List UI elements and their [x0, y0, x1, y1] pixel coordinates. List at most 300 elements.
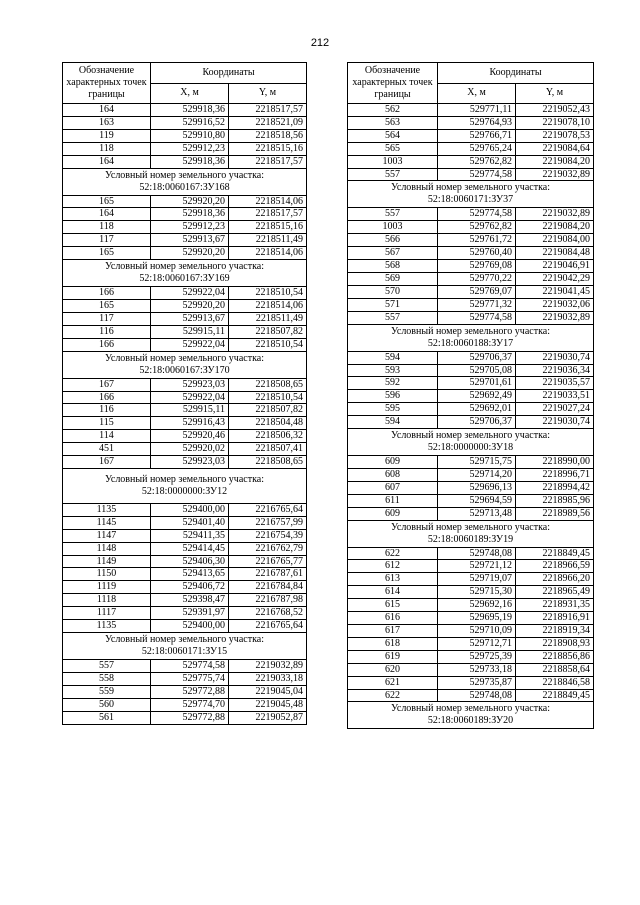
x-coordinate-cell: 529765,24 [438, 142, 516, 155]
table-row [348, 272, 594, 285]
table-row [63, 516, 307, 529]
point-cell: 165 [63, 195, 151, 208]
x-coordinate-cell: 529735,87 [438, 676, 516, 689]
y-coordinate-cell: 2218908,93 [516, 637, 594, 650]
table-row [348, 456, 594, 469]
point-cell: 118 [63, 221, 151, 234]
x-coordinate-cell: 529715,30 [438, 586, 516, 599]
table-row [348, 663, 594, 676]
table-row [348, 547, 594, 560]
point-cell: 596 [348, 390, 438, 403]
y-coordinate-cell: 2219030,74 [516, 351, 594, 364]
y-coordinate-cell: 2218989,56 [516, 507, 594, 520]
parcel-section-row [63, 351, 307, 378]
y-coordinate-cell: 2218508,65 [229, 378, 307, 391]
y-coordinate-cell: 2219027,24 [516, 403, 594, 416]
point-cell: 1003 [348, 155, 438, 168]
parcel-section-row [63, 260, 307, 287]
x-coordinate-cell: 529770,22 [438, 272, 516, 285]
point-cell: 166 [63, 338, 151, 351]
x-coordinate-cell: 529774,58 [438, 208, 516, 221]
parcel-section-row [348, 520, 594, 547]
y-coordinate-cell: 2219084,00 [516, 234, 594, 247]
y-coordinate-cell: 2216754,39 [229, 529, 307, 542]
y-coordinate-cell: 2218514,06 [229, 195, 307, 208]
table-row [63, 568, 307, 581]
header-x: X, м [151, 83, 229, 104]
point-cell: 608 [348, 468, 438, 481]
point-cell: 622 [348, 689, 438, 702]
parcel-number-label: Условный номер земельного участка: 52:18:0060189:ЗУ20 [348, 702, 594, 729]
x-coordinate-cell: 529918,36 [151, 208, 229, 221]
parcel-number-label: Условный номер земельного участка: 52:18:0060167:ЗУ169 [63, 260, 307, 287]
table-row [348, 612, 594, 625]
point-cell: 163 [63, 116, 151, 129]
point-cell: 564 [348, 129, 438, 142]
x-coordinate-cell: 529916,43 [151, 417, 229, 430]
y-coordinate-cell: 2216768,52 [229, 607, 307, 620]
x-coordinate-cell: 529695,19 [438, 612, 516, 625]
point-cell: 115 [63, 417, 151, 430]
x-coordinate-cell: 529762,82 [438, 221, 516, 234]
y-coordinate-cell: 2216765,64 [229, 503, 307, 516]
x-coordinate-cell: 529774,58 [151, 660, 229, 673]
point-cell: 594 [348, 351, 438, 364]
point-cell: 616 [348, 612, 438, 625]
x-coordinate-cell: 529774,58 [438, 311, 516, 324]
y-coordinate-cell: 2218517,57 [229, 104, 307, 117]
x-coordinate-cell: 529923,03 [151, 456, 229, 469]
header-point: Обозначение характерных точек границы [348, 63, 438, 104]
point-cell: 1117 [63, 607, 151, 620]
page-number: 212 [310, 37, 330, 49]
y-coordinate-cell: 2218849,45 [516, 689, 594, 702]
parcel-number-label: Условный номер земельного участка: 52:18:0060171:ЗУ37 [348, 181, 594, 208]
x-coordinate-cell: 529694,59 [438, 494, 516, 507]
table-row [63, 116, 307, 129]
point-cell: 114 [63, 430, 151, 443]
table-row [348, 599, 594, 612]
header-coords: Координаты [438, 63, 594, 84]
table-row [63, 208, 307, 221]
x-coordinate-cell: 529692,49 [438, 390, 516, 403]
table-row [63, 430, 307, 443]
x-coordinate-cell: 529774,70 [151, 698, 229, 711]
point-cell: 568 [348, 260, 438, 273]
x-coordinate-cell: 529706,37 [438, 351, 516, 364]
point-cell: 557 [348, 208, 438, 221]
y-coordinate-cell: 2218996,71 [516, 468, 594, 481]
x-coordinate-cell: 529775,74 [151, 672, 229, 685]
table-row [63, 529, 307, 542]
table-row [63, 195, 307, 208]
table-row [63, 417, 307, 430]
y-coordinate-cell: 2218858,64 [516, 663, 594, 676]
table-row [348, 260, 594, 273]
table-row [63, 456, 307, 469]
y-coordinate-cell: 2218856,86 [516, 650, 594, 663]
table-row [348, 247, 594, 260]
point-cell: 569 [348, 272, 438, 285]
table-row [63, 620, 307, 633]
table-row [63, 312, 307, 325]
x-coordinate-cell: 529915,11 [151, 325, 229, 338]
x-coordinate-cell: 529772,88 [151, 711, 229, 724]
parcel-number-label: Условный номер земельного участка: 52:18:0060167:ЗУ170 [63, 351, 307, 378]
table-row [348, 625, 594, 638]
table-row [348, 142, 594, 155]
y-coordinate-cell: 2219032,06 [516, 298, 594, 311]
y-coordinate-cell: 2218508,65 [229, 456, 307, 469]
point-cell: 451 [63, 443, 151, 456]
point-cell: 595 [348, 403, 438, 416]
y-coordinate-cell: 2218521,09 [229, 116, 307, 129]
y-coordinate-cell: 2218511,49 [229, 234, 307, 247]
x-coordinate-cell: 529721,12 [438, 560, 516, 573]
y-coordinate-cell: 2216757,99 [229, 516, 307, 529]
y-coordinate-cell: 2218849,45 [516, 547, 594, 560]
x-coordinate-cell: 529920,20 [151, 299, 229, 312]
table-row [63, 391, 307, 404]
y-coordinate-cell: 2219032,89 [516, 168, 594, 181]
x-coordinate-cell: 529398,47 [151, 594, 229, 607]
y-coordinate-cell: 2219033,18 [229, 672, 307, 685]
y-coordinate-cell: 2218514,06 [229, 299, 307, 312]
x-coordinate-cell: 529922,04 [151, 287, 229, 300]
y-coordinate-cell: 2219046,91 [516, 260, 594, 273]
point-cell: 116 [63, 404, 151, 417]
point-cell: 593 [348, 364, 438, 377]
y-coordinate-cell: 2218507,41 [229, 443, 307, 456]
x-coordinate-cell: 529915,11 [151, 404, 229, 417]
x-coordinate-cell: 529922,04 [151, 338, 229, 351]
point-cell: 566 [348, 234, 438, 247]
y-coordinate-cell: 2218515,16 [229, 221, 307, 234]
table-row [63, 672, 307, 685]
point-cell: 1119 [63, 581, 151, 594]
y-coordinate-cell: 2216762,79 [229, 542, 307, 555]
x-coordinate-cell: 529920,20 [151, 247, 229, 260]
table-row [348, 403, 594, 416]
point-cell: 615 [348, 599, 438, 612]
x-coordinate-cell: 529692,16 [438, 599, 516, 612]
point-cell: 167 [63, 456, 151, 469]
y-coordinate-cell: 2218916,91 [516, 612, 594, 625]
table-row [348, 586, 594, 599]
y-coordinate-cell: 2218931,35 [516, 599, 594, 612]
table-row [63, 378, 307, 391]
x-coordinate-cell: 529918,36 [151, 104, 229, 117]
table-row [348, 377, 594, 390]
table-row [348, 285, 594, 298]
y-coordinate-cell: 2218517,57 [229, 155, 307, 168]
table-row [348, 221, 594, 234]
x-coordinate-cell: 529414,45 [151, 542, 229, 555]
x-coordinate-cell: 529772,88 [151, 685, 229, 698]
x-coordinate-cell: 529922,04 [151, 391, 229, 404]
point-cell: 1145 [63, 516, 151, 529]
point-cell: 620 [348, 663, 438, 676]
y-coordinate-cell: 2218990,00 [516, 456, 594, 469]
point-cell: 1149 [63, 555, 151, 568]
point-cell: 1003 [348, 221, 438, 234]
x-coordinate-cell: 529401,40 [151, 516, 229, 529]
y-coordinate-cell: 2218965,49 [516, 586, 594, 599]
point-cell: 1118 [63, 594, 151, 607]
table-row [348, 129, 594, 142]
x-coordinate-cell: 529771,11 [438, 104, 516, 117]
table-row [63, 404, 307, 417]
y-coordinate-cell: 2219041,45 [516, 285, 594, 298]
table-row [348, 390, 594, 403]
point-cell: 165 [63, 247, 151, 260]
point-cell: 167 [63, 378, 151, 391]
y-coordinate-cell: 2219084,20 [516, 155, 594, 168]
y-coordinate-cell: 2219045,48 [229, 698, 307, 711]
x-coordinate-cell: 529920,46 [151, 430, 229, 443]
parcel-number-label: Условный номер земельного участка: 52:18:0060171:ЗУ15 [63, 633, 307, 660]
x-coordinate-cell: 529916,52 [151, 116, 229, 129]
x-coordinate-cell: 529705,08 [438, 364, 516, 377]
point-cell: 570 [348, 285, 438, 298]
table-row [63, 338, 307, 351]
parcel-number-label: Условный номер земельного участка: 52:18:0060167:ЗУ168 [63, 168, 307, 195]
point-cell: 559 [63, 685, 151, 698]
coordinates-table-right [347, 62, 594, 729]
parcel-section-row [348, 324, 594, 351]
x-coordinate-cell: 529706,37 [438, 416, 516, 429]
point-cell: 557 [63, 660, 151, 673]
point-cell: 571 [348, 298, 438, 311]
table-row [348, 650, 594, 663]
point-cell: 117 [63, 234, 151, 247]
table-row [63, 234, 307, 247]
table-row [348, 311, 594, 324]
y-coordinate-cell: 2219042,29 [516, 272, 594, 285]
table-row [348, 481, 594, 494]
x-coordinate-cell: 529920,02 [151, 443, 229, 456]
point-cell: 611 [348, 494, 438, 507]
y-coordinate-cell: 2218966,59 [516, 560, 594, 573]
table-row [63, 142, 307, 155]
y-coordinate-cell: 2218506,32 [229, 430, 307, 443]
point-cell: 1135 [63, 620, 151, 633]
table-row [63, 221, 307, 234]
x-coordinate-cell: 529725,39 [438, 650, 516, 663]
point-cell: 561 [63, 711, 151, 724]
point-cell: 563 [348, 116, 438, 129]
x-coordinate-cell: 529715,75 [438, 456, 516, 469]
y-coordinate-cell: 2218514,06 [229, 247, 307, 260]
x-coordinate-cell: 529400,00 [151, 620, 229, 633]
table-row [348, 676, 594, 689]
y-coordinate-cell: 2219045,04 [229, 685, 307, 698]
parcel-section-row [63, 468, 307, 503]
table-row [63, 247, 307, 260]
point-cell: 164 [63, 155, 151, 168]
table-row [63, 129, 307, 142]
table-row [348, 104, 594, 117]
point-cell: 622 [348, 547, 438, 560]
y-coordinate-cell: 2218518,56 [229, 129, 307, 142]
parcel-section-row [63, 168, 307, 195]
y-coordinate-cell: 2216787,98 [229, 594, 307, 607]
point-cell: 117 [63, 312, 151, 325]
y-coordinate-cell: 2218846,58 [516, 676, 594, 689]
parcel-section-row [348, 429, 594, 456]
point-cell: 557 [348, 311, 438, 324]
y-coordinate-cell: 2218994,42 [516, 481, 594, 494]
y-coordinate-cell: 2219032,89 [229, 660, 307, 673]
parcel-section-row [63, 633, 307, 660]
table-row [63, 711, 307, 724]
x-coordinate-cell: 529710,09 [438, 625, 516, 638]
table-row [348, 560, 594, 573]
x-coordinate-cell: 529733,18 [438, 663, 516, 676]
y-coordinate-cell: 2219052,43 [516, 104, 594, 117]
table-row [63, 607, 307, 620]
point-cell: 166 [63, 391, 151, 404]
x-coordinate-cell: 529913,67 [151, 234, 229, 247]
point-cell: 592 [348, 377, 438, 390]
x-coordinate-cell: 529910,80 [151, 129, 229, 142]
point-cell: 560 [63, 698, 151, 711]
table-row [63, 555, 307, 568]
header-coords: Координаты [151, 63, 307, 84]
point-cell: 621 [348, 676, 438, 689]
point-cell: 594 [348, 416, 438, 429]
table-row [63, 660, 307, 673]
y-coordinate-cell: 2218966,20 [516, 573, 594, 586]
table-row [348, 364, 594, 377]
parcel-section-row [348, 181, 594, 208]
x-coordinate-cell: 529411,35 [151, 529, 229, 542]
table-row [63, 698, 307, 711]
y-coordinate-cell: 2219084,64 [516, 142, 594, 155]
x-coordinate-cell: 529701,61 [438, 377, 516, 390]
table-row [348, 116, 594, 129]
x-coordinate-cell: 529923,03 [151, 378, 229, 391]
y-coordinate-cell: 2216784,84 [229, 581, 307, 594]
header-y: Y, м [229, 83, 307, 104]
x-coordinate-cell: 529912,23 [151, 221, 229, 234]
table-row [348, 155, 594, 168]
table-row [63, 685, 307, 698]
point-cell: 1150 [63, 568, 151, 581]
y-coordinate-cell: 2218985,96 [516, 494, 594, 507]
parcel-section-row [348, 702, 594, 729]
point-cell: 617 [348, 625, 438, 638]
x-coordinate-cell: 529912,23 [151, 142, 229, 155]
x-coordinate-cell: 529400,00 [151, 503, 229, 516]
y-coordinate-cell: 2218510,54 [229, 287, 307, 300]
point-cell: 618 [348, 637, 438, 650]
point-cell: 119 [63, 129, 151, 142]
table-row [348, 573, 594, 586]
y-coordinate-cell: 2218507,82 [229, 325, 307, 338]
y-coordinate-cell: 2219036,34 [516, 364, 594, 377]
x-coordinate-cell: 529762,82 [438, 155, 516, 168]
x-coordinate-cell: 529713,48 [438, 507, 516, 520]
table-row [348, 234, 594, 247]
y-coordinate-cell: 2216765,64 [229, 620, 307, 633]
x-coordinate-cell: 529719,07 [438, 573, 516, 586]
y-coordinate-cell: 2219084,20 [516, 221, 594, 234]
point-cell: 567 [348, 247, 438, 260]
y-coordinate-cell: 2219078,10 [516, 116, 594, 129]
point-cell: 557 [348, 168, 438, 181]
header-x: X, м [438, 83, 516, 104]
y-coordinate-cell: 2216787,61 [229, 568, 307, 581]
point-cell: 166 [63, 287, 151, 300]
table-row [348, 298, 594, 311]
point-cell: 609 [348, 456, 438, 469]
y-coordinate-cell: 2219052,87 [229, 711, 307, 724]
parcel-number-label: Условный номер земельного участка: 52:18:0000000:ЗУ18 [348, 429, 594, 456]
table-row [348, 468, 594, 481]
x-coordinate-cell: 529769,08 [438, 260, 516, 273]
table-row [63, 104, 307, 117]
point-cell: 118 [63, 142, 151, 155]
y-coordinate-cell: 2219078,53 [516, 129, 594, 142]
table-row [63, 443, 307, 456]
y-coordinate-cell: 2218510,54 [229, 338, 307, 351]
x-coordinate-cell: 529696,13 [438, 481, 516, 494]
coordinates-table-left [62, 62, 307, 725]
table-row [348, 494, 594, 507]
x-coordinate-cell: 529766,71 [438, 129, 516, 142]
y-coordinate-cell: 2219084,48 [516, 247, 594, 260]
point-cell: 609 [348, 507, 438, 520]
point-cell: 1147 [63, 529, 151, 542]
x-coordinate-cell: 529406,72 [151, 581, 229, 594]
x-coordinate-cell: 529391,97 [151, 607, 229, 620]
point-cell: 558 [63, 672, 151, 685]
table-row [348, 351, 594, 364]
x-coordinate-cell: 529774,58 [438, 168, 516, 181]
header-y: Y, м [516, 83, 594, 104]
y-coordinate-cell: 2218919,34 [516, 625, 594, 638]
y-coordinate-cell: 2218504,48 [229, 417, 307, 430]
y-coordinate-cell: 2219032,89 [516, 208, 594, 221]
table-row [63, 287, 307, 300]
point-cell: 164 [63, 208, 151, 221]
table-row [63, 542, 307, 555]
x-coordinate-cell: 529771,32 [438, 298, 516, 311]
point-cell: 1135 [63, 503, 151, 516]
table-row [348, 416, 594, 429]
header-point: Обозначение характерных точек границы [63, 63, 151, 104]
x-coordinate-cell: 529764,93 [438, 116, 516, 129]
table-row [63, 325, 307, 338]
point-cell: 1148 [63, 542, 151, 555]
x-coordinate-cell: 529748,08 [438, 547, 516, 560]
point-cell: 165 [63, 299, 151, 312]
y-coordinate-cell: 2219035,57 [516, 377, 594, 390]
table-row [348, 208, 594, 221]
x-coordinate-cell: 529413,65 [151, 568, 229, 581]
x-coordinate-cell: 529769,07 [438, 285, 516, 298]
y-coordinate-cell: 2218511,49 [229, 312, 307, 325]
point-cell: 613 [348, 573, 438, 586]
point-cell: 619 [348, 650, 438, 663]
x-coordinate-cell: 529761,72 [438, 234, 516, 247]
x-coordinate-cell: 529918,36 [151, 155, 229, 168]
y-coordinate-cell: 2219032,89 [516, 311, 594, 324]
point-cell: 612 [348, 560, 438, 573]
y-coordinate-cell: 2218507,82 [229, 404, 307, 417]
y-coordinate-cell: 2218517,57 [229, 208, 307, 221]
